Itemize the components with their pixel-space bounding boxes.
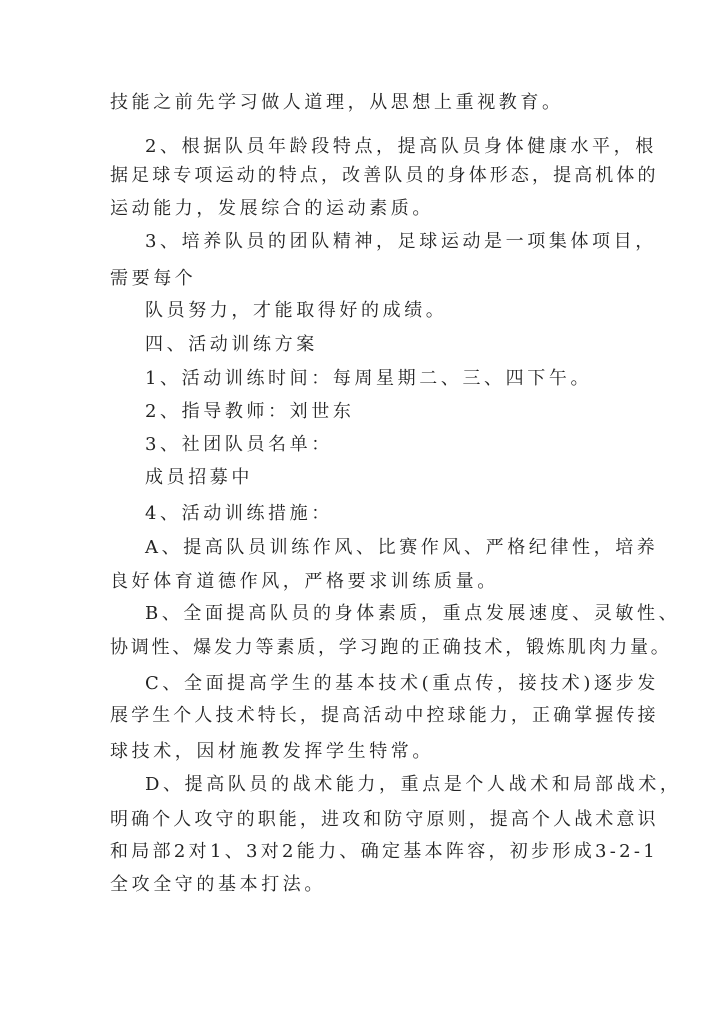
text-line: 1、活动训练时间：每周星期二、三、四下午。 — [145, 368, 593, 389]
text-line: 明确个人攻守的职能，进攻和防守原则，提高个人战术意识 — [110, 809, 659, 830]
text-line: 2、根据队员年龄段特点，提高队员身体健康水平，根 — [145, 136, 657, 157]
text-line: 技能之前先学习做人道理，从思想上重视教育。 — [110, 92, 564, 113]
section-heading: 四、活动训练方案 — [145, 334, 318, 355]
text-line: 良好体育道德作风，严格要求训练质量。 — [110, 571, 499, 592]
text-line: 和局部2对1、3对2能力、确定基本阵容，初步形成3-2-1 — [110, 841, 659, 862]
text-line: 运动能力，发展综合的运动素质。 — [110, 198, 434, 219]
text-line: 展学生个人技术特长，提高活动中控球能力，正确掌握传接 — [110, 705, 659, 726]
text-line: 全攻全守的基本打法。 — [110, 874, 326, 895]
text-line: 2、指导教师：刘世东 — [145, 401, 355, 422]
text-line: 据足球专项运动的特点，改善队员的身体形态，提高机体的 — [110, 165, 659, 186]
text-line: C、全面提高学生的基本技术(重点传，接技术)逐步发 — [145, 673, 659, 694]
text-line: 成员招募中 — [145, 467, 253, 488]
text-line: 协调性、爆发力等素质，学习跑的正确技术，锻炼肌肉力量。 — [110, 637, 672, 658]
text-line: 球技术，因材施教发挥学生特常。 — [110, 741, 434, 762]
text-line: A、提高队员训练作风、比赛作风、严格纪律性，培养 — [145, 537, 659, 558]
text-line: 4、活动训练措施： — [145, 503, 333, 524]
text-line: D、提高队员的战术能力，重点是个人战术和局部战术， — [145, 774, 682, 795]
text-line: 3、社团队员名单： — [145, 434, 333, 455]
text-line: 需要每个 — [110, 268, 197, 289]
text-line: 队员努力，才能取得好的成绩。 — [145, 300, 448, 321]
text-line: B、全面提高队员的身体素质，重点发展速度、灵敏性、 — [145, 603, 681, 624]
text-line: 3、培养队员的团队精神，足球运动是一项集体项目， — [145, 231, 657, 252]
